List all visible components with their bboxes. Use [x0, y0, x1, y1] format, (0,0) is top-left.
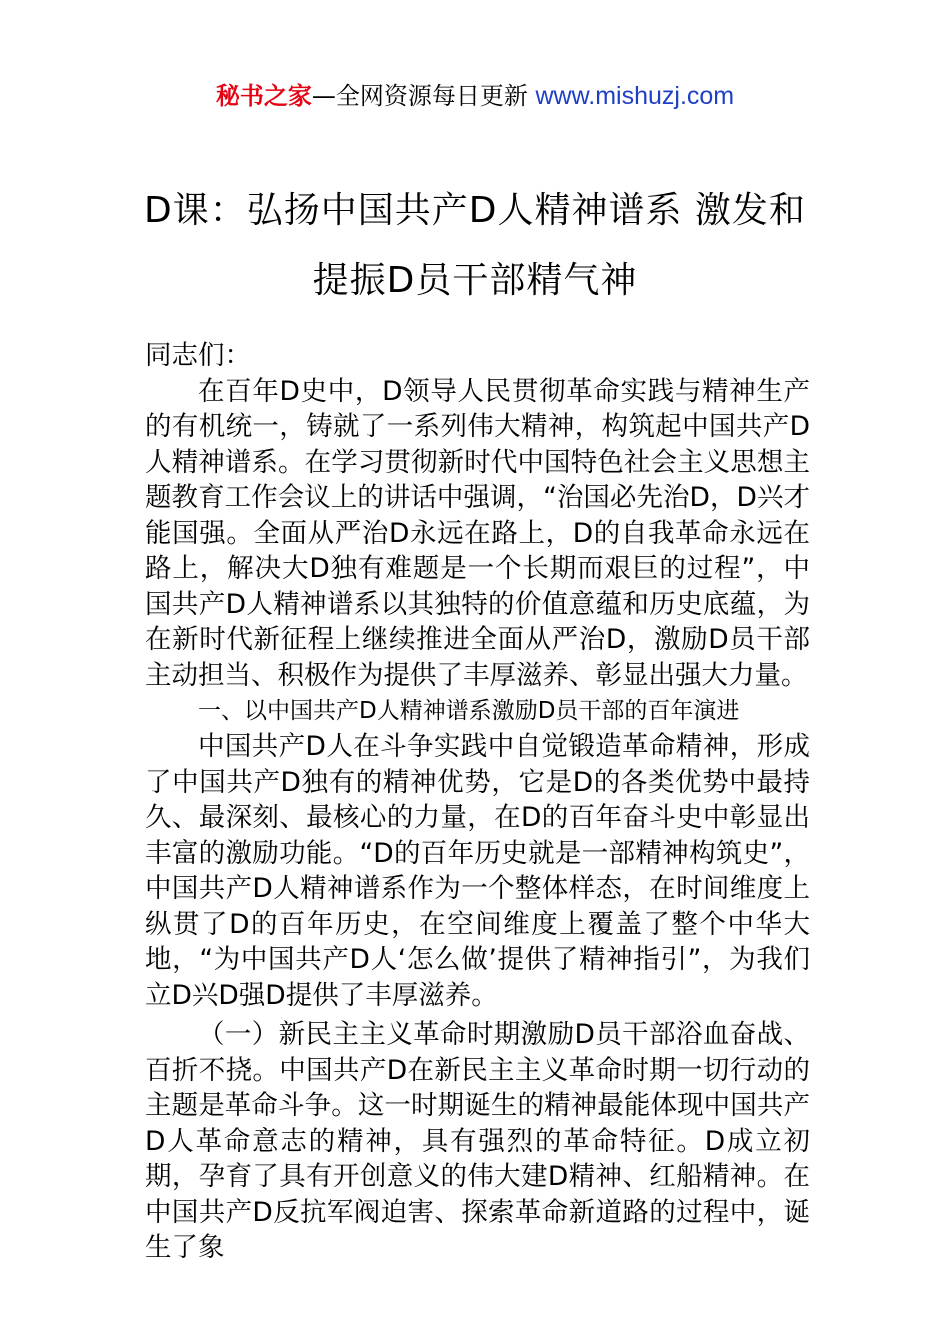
section-heading-1: 一、以中国共产D人精神谱系激励D员干部的百年演进 — [198, 698, 740, 724]
site-url-link[interactable]: www.mishuzj.com — [535, 82, 735, 110]
site-header — [0, 79, 950, 113]
paragraph-section-1: 中国共产D人在斗争实践中自觉锻造革命精神，形成了中国共产D独有的精神优势，它是D的各类优势中最持久、最深刻、最核心的力量，在D的百年奋斗史中彰显出丰富的激励功能。“D的百年历史就是一部精神构筑史”，中国共产D人精神谱系作为一个整体样态，在时间维度上纵贯了D的百年历史，在空间维度上覆盖了整个中华大地，“为中国共产D人‘怎么做’提供了精神指引”，为我们立D兴D强D提供了丰厚滋养。 — [145, 731, 810, 1011]
paragraph-intro: 在百年D史中，D领导人民贯彻革命实践与精神生产的有机统一，铸就了一系列伟大精神，构筑起中国共产D人精神谱系。在学习贯彻新时代中国特色社会主义思想主题教育工作会议上的讲话中强调，“治国必先治D，D兴才能国强。全面从严治D永远在路上，D的自我革命永远在路上，解决大D独有难题是一个长期而艰巨的过程”，中国共产D人精神谱系以其独特的价值意蕴和历史底蕴，为在新时代新征程上继续推进全面从严治D，激励D员干部主动担当、积极作为提供了丰厚滋养、彰显出强大力量。 — [145, 375, 810, 691]
document-body — [145, 338, 810, 1266]
salutation: 同志们： — [145, 340, 251, 371]
paragraph-subsection-1: （一）新民主主义革命时期激励D员干部浴血奋战、百折不挠。中国共产D在新民主主义革命时期一切行动的主题是革命斗争。这一时期诞生的精神最能体现中国共产D人革命意志的精神，具有强烈的革命特征。D成立初期，孕育了具有开创意义的伟大建D精神、红船精神。在中国共产D反抗军阀迫害、探索革命新道路的过程中，诞生了象 — [145, 1019, 810, 1263]
title-line-2: 提振D员干部精气神 — [312, 260, 638, 301]
document-title — [0, 176, 950, 316]
site-brand: 秘书之家 — [215, 82, 312, 110]
site-tagline: —全网资源每日更新 — [311, 82, 536, 110]
title-line-1: D课：弘扬中国共产D人精神谱系 激发和 — [144, 190, 806, 231]
